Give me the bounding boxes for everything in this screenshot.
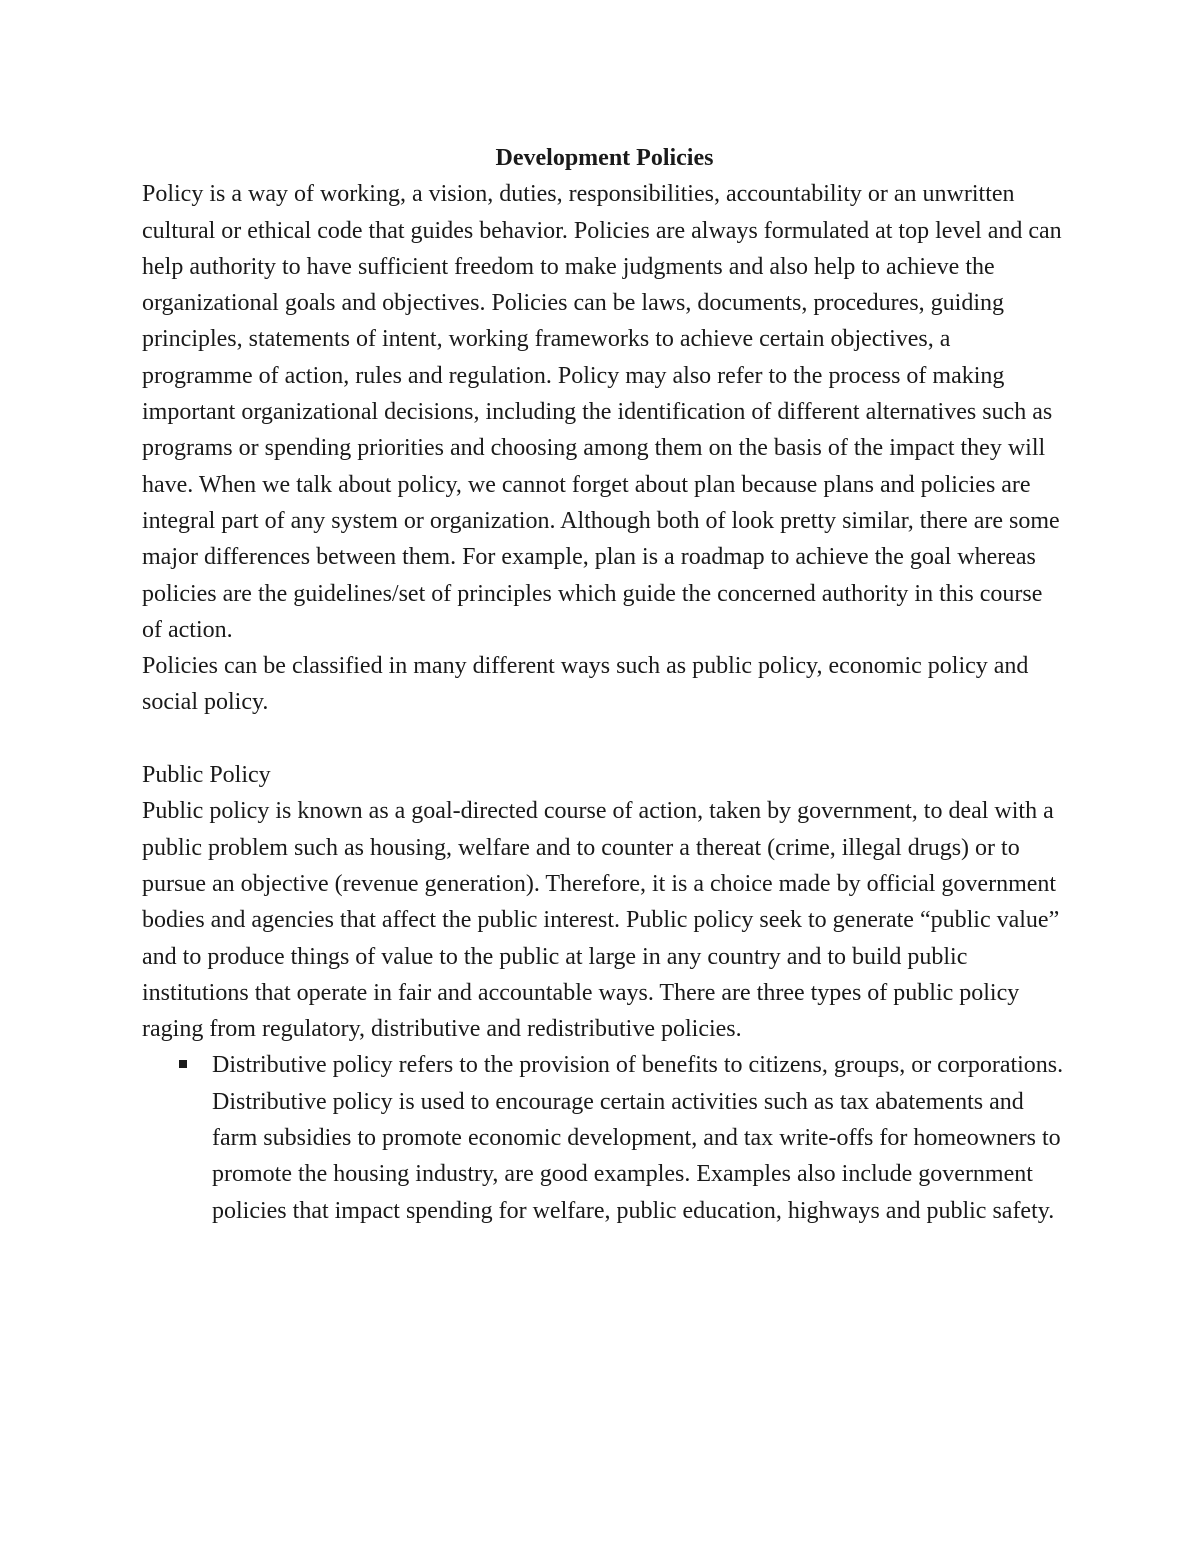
public-policy-paragraph: Public policy is known as a goal-directed course of action, taken by government, to deal with a public problem such as housing, welfare and to counter a thereat (crime, illegal drugs) or to pursue an objective (revenue generation). Therefore, it is a choice made by official government bodies and agencies that affect the public interest. Public policy seek to generate “public value” and to produce things of value to the public at large in any country and to build public institutions that operate in fair and accountable ways. There are three types of public policy raging from regulatory, distributive and redistributive policies.: [142, 798, 1060, 1043]
distributive-policy-text: Distributive policy refers to the provision of benefits to citizens, groups, or corporations. Distributive policy is used to encourage certain activities such as tax abatements and farm subsidies to promote economic development, and tax write-offs for homeowners to promote the housing industry, are good examples. Examples also include government policies that impact spending for welfare, public education, highways and public safety.: [212, 1052, 1064, 1224]
intro-paragraph: Policy is a way of working, a vision, duties, responsibilities, accountability or an unwritten cultural or ethical code that guides behavior. Policies are always formulated at top level and can help authority to have sufficient freedom to make judgments and also help to achieve the organizational goals and objectives. Policies can be laws, documents, procedures, guiding principles, statements of intent, working frameworks to achieve certain objectives, a programme of action, rules and regulation. Policy may also refer to the process of making important organizational decisions, including the identification of different alternatives such as programs or spending priorities and choosing among them on the basis of the impact they will have. When we talk about policy, we cannot forget about plan because plans and policies are integral part of any system or organization. Although both of look pretty similar, there are some major differences between them. For example, plan is a roadmap to achieve the goal whereas policies are the guidelines/set of principles which guide the concerned authority in this course of action.: [142, 181, 1062, 643]
document-page: [142, 140, 1067, 1229]
paragraph-spacer: [142, 721, 1067, 757]
square-bullet-icon: [179, 1060, 187, 1068]
document-title: Development Policies: [495, 145, 714, 171]
public-policy-bullet-list: [142, 1047, 1067, 1228]
public-policy-heading: Public Policy: [142, 762, 271, 789]
classification-paragraph: Policies can be classified in many different ways such as public policy, economic policy and social policy.: [142, 653, 1029, 716]
list-item: [212, 1047, 1067, 1228]
